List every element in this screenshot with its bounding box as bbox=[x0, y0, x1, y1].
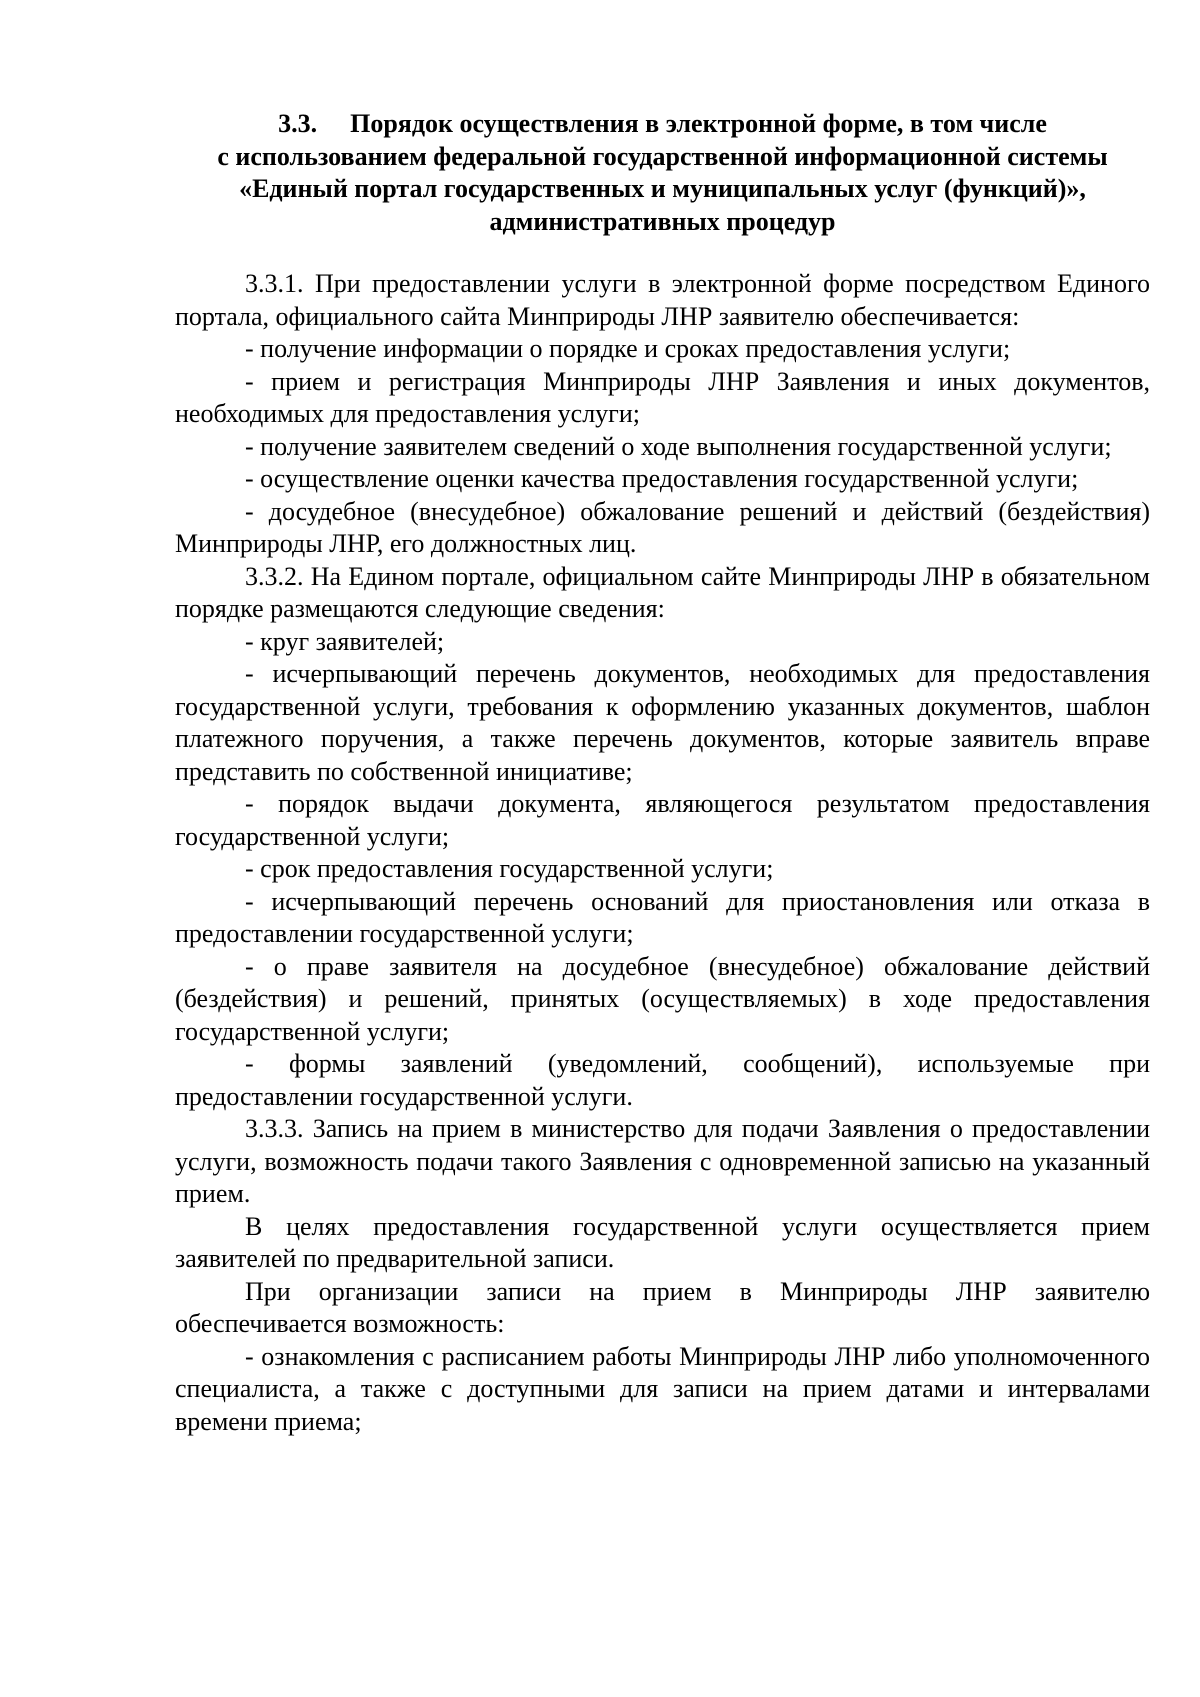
paragraph-3-3-2: 3.3.2. На Едином портале, официальном сайте Минприроды ЛНР в обязательном порядке размещаются следующие сведения: bbox=[175, 561, 1150, 623]
list-item: - досудебное (внесудебное) обжалование решений и действий (бездействия) Минприроды ЛНР, его должностных лиц. bbox=[175, 496, 1150, 558]
section-heading bbox=[175, 108, 1150, 238]
paragraph: В целях предоставления государственной услуги осуществляется прием заявителей по предварительной записи. bbox=[175, 1211, 1150, 1273]
heading-title-line-1: Порядок осуществления в электронной форме, в том числе bbox=[350, 109, 1047, 138]
list-item: - исчерпывающий перечень оснований для приостановления или отказа в предоставлении государственной услуги; bbox=[175, 886, 1150, 948]
list-item: - прием и регистрация Минприроды ЛНР Заявления и иных документов, необходимых для предоставления услуги; bbox=[175, 366, 1150, 428]
list-item: - получение заявителем сведений о ходе выполнения государственной услуги; bbox=[245, 431, 1112, 461]
list-item: - порядок выдачи документа, являющегося результатом предоставления государственной услуги; bbox=[175, 789, 1150, 851]
paragraph-3-3-1: 3.3.1. При предоставлении услуги в электронной форме посредством Единого портала, официального сайта Минприроды ЛНР заявителю обеспечивается: bbox=[175, 269, 1150, 331]
list-item: - получение информации о порядке и сроках предоставления услуги; bbox=[245, 334, 1011, 363]
list-item: - исчерпывающий перечень документов, необходимых для предоставления государственной услуги, требования к оформлению указанных документов, шаблон платежного поручения, а также перечень документов, которые заявитель вправе представить по собственной инициативе; bbox=[175, 659, 1150, 786]
paragraph: При организации записи на прием в Минприроды ЛНР заявителю обеспечивается возможность: bbox=[175, 1276, 1150, 1338]
list-item: - срок предоставления государственной услуги; bbox=[245, 854, 774, 883]
list-item: - осуществление оценки качества предоставления государственной услуги; bbox=[245, 464, 1079, 493]
document-page bbox=[175, 108, 1150, 1438]
heading-title-line-3: «Единый портал государственных и муниципальных услуг (функций)», bbox=[239, 174, 1086, 203]
section-number: 3.3. bbox=[278, 109, 318, 138]
list-item: - ознакомления с расписанием работы Минприроды ЛНР либо уполномоченного специалиста, а также с доступными для записи на прием датами и интервалами времени приема; bbox=[175, 1341, 1150, 1436]
list-item: - круг заявителей; bbox=[245, 626, 445, 656]
heading-title-line-2: с использованием федеральной государственной информационной системы bbox=[217, 141, 1108, 171]
list-item: - формы заявлений (уведомлений, сообщений), используемые при предоставлении государственной услуги. bbox=[175, 1049, 1150, 1111]
heading-title-line-4: административных процедур bbox=[489, 206, 836, 236]
list-item: - о праве заявителя на досудебное (внесудебное) обжалование действий (бездействия) и решений, принятых (осуществляемых) в ходе предоставления государственной услуги; bbox=[175, 951, 1150, 1046]
paragraph-3-3-3: 3.3.3. Запись на прием в министерство для подачи Заявления о предоставлении услуги, возможность подачи такого Заявления с одновременной записью на указанный прием. bbox=[175, 1114, 1150, 1208]
heading-line-1 bbox=[175, 108, 1150, 141]
